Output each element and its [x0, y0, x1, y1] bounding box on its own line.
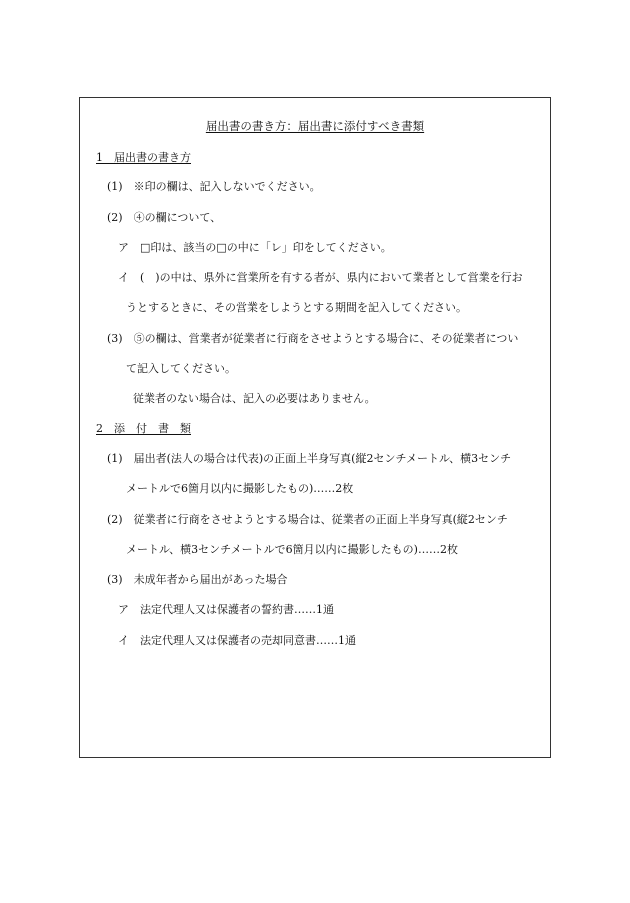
section-1-item-2a: ア □印は、該当の□の中に「レ」印をしてください。: [118, 241, 392, 254]
section-1-item-3-line-1: (3) ⑤の欄は、営業者が従業者に行商をさせようとする場合に、その従業者につい: [107, 332, 519, 345]
section-1-heading: 1 届出書の書き方: [96, 151, 191, 164]
document-title: [0, 119, 630, 133]
section-2-item-3b: イ 法定代理人又は保護者の売却同意書……1通: [118, 634, 356, 647]
section-2-item-2-line-2: メートル、横3センチメートルで6箇月以内に撮影したもの)……2枚: [126, 543, 458, 556]
section-1-item-2b-line-2: うとするときに、その営業をしようとする期間を記入してください。: [126, 301, 467, 314]
section-1-item-3-line-2: て記入してください。: [126, 362, 236, 375]
section-1-item-1: (1) ※印の欄は、記入しないでください。: [107, 180, 321, 193]
section-1-item-3-line-3: 従業者のない場合は、記入の必要はありません。: [133, 392, 376, 405]
section-1-item-2: (2) ④の欄について、: [107, 211, 222, 224]
section-2-item-2-line-1: (2) 従業者に行商をさせようとする場合は、従業者の正面上半身写真(縦2センチ: [107, 513, 508, 526]
section-2-item-3: (3) 未成年者から届出があった場合: [107, 573, 288, 586]
document-title-text: 届出書の書き方：届出書に添付すべき書類: [205, 119, 425, 133]
section-2-item-1-line-1: (1) 届出者(法人の場合は代表)の正面上半身写真(縦2センチメートル、横3センチ: [107, 452, 512, 465]
section-2-item-1-line-2: メートルで6箇月以内に撮影したもの)……2枚: [126, 482, 354, 495]
section-2-item-3a: ア 法定代理人又は保護者の誓約書……1通: [118, 603, 334, 616]
section-1-item-2b-line-1: イ ( )の中は、県外に営業所を有する者が、県内において業者として営業を行お: [118, 271, 523, 284]
section-2-heading: 2 添 付 書 類: [96, 422, 191, 435]
